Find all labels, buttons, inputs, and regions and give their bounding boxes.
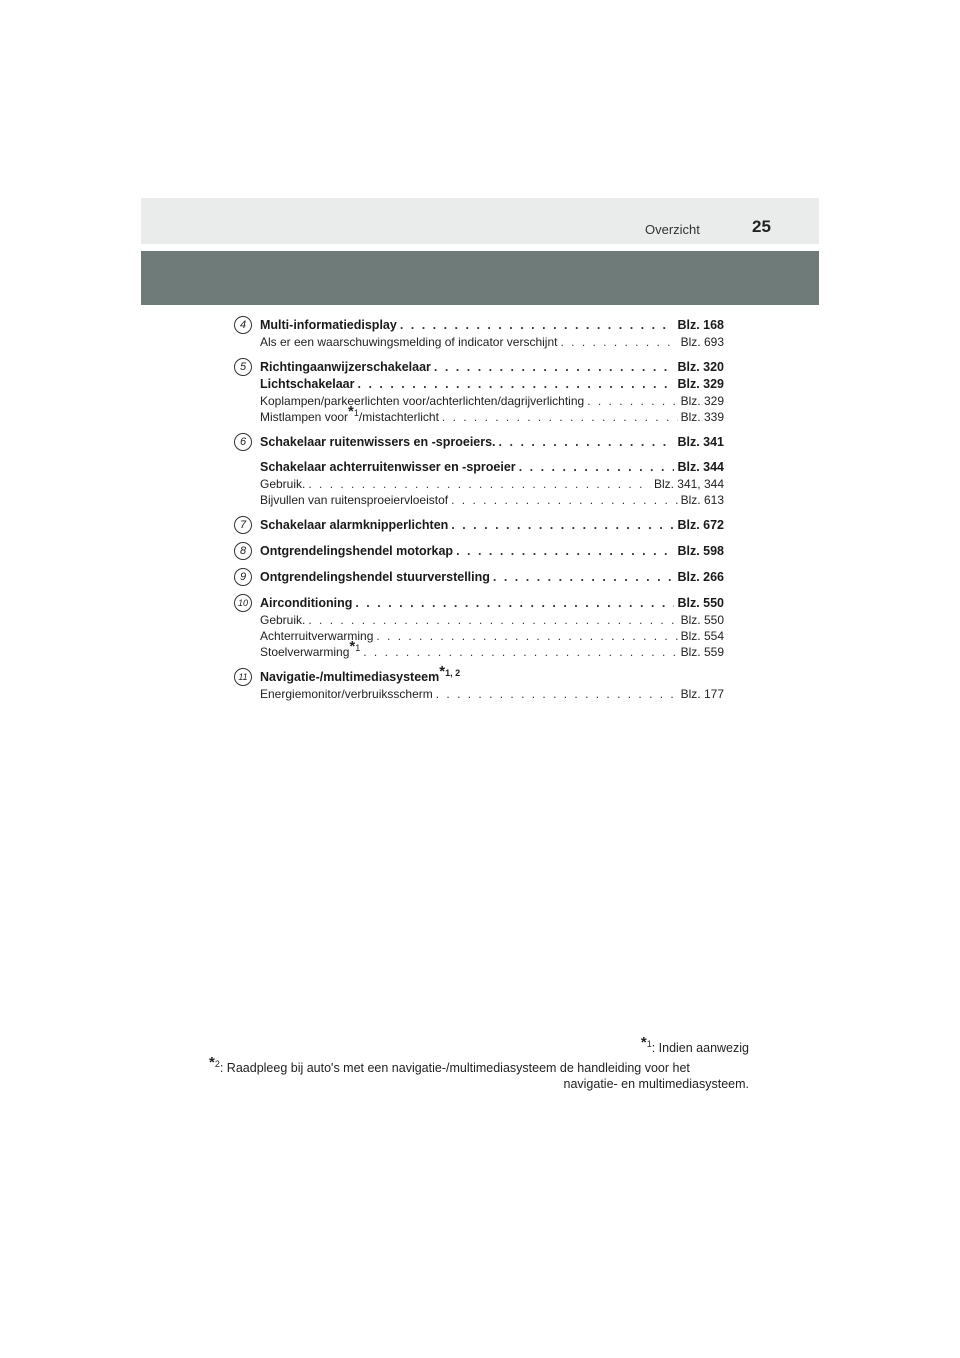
dot-leader bbox=[434, 360, 675, 374]
asterisk-icon: * bbox=[349, 638, 356, 655]
header-band bbox=[141, 198, 819, 244]
dot-leader bbox=[560, 335, 677, 349]
footnote-1 bbox=[209, 1033, 749, 1056]
footnote-reference: 1, 2 bbox=[445, 667, 461, 678]
footnote-text: : Indien aanwezig bbox=[651, 1041, 749, 1055]
toc-item-label: Schakelaar achterruitenwisser en -sproeier bbox=[260, 460, 516, 474]
toc-item-label: Airconditioning bbox=[260, 596, 353, 610]
dot-leader bbox=[493, 570, 675, 584]
toc-item-label: Ontgrendelingshendel motorkap bbox=[260, 544, 454, 558]
toc-item-label-suffix: /mistachterlicht bbox=[358, 410, 439, 424]
toc-subitem-line[interactable] bbox=[260, 477, 724, 493]
circled-number-icon: 9 bbox=[234, 568, 252, 586]
circled-number-icon: 5 bbox=[234, 358, 252, 376]
toc-item-label: Bijvullen van ruitensproeiervloeistof bbox=[260, 493, 449, 507]
table-of-contents bbox=[234, 318, 724, 712]
dot-leader bbox=[442, 410, 678, 424]
dot-leader bbox=[436, 687, 678, 701]
toc-heading-line[interactable] bbox=[260, 570, 724, 587]
dot-leader bbox=[308, 613, 677, 627]
footnotes bbox=[209, 1033, 749, 1092]
toc-item-text bbox=[260, 460, 516, 474]
toc-item-text bbox=[260, 493, 448, 507]
page-reference: Blz. 559 bbox=[680, 645, 724, 659]
footnote-2 bbox=[209, 1053, 749, 1092]
toc-heading-line[interactable] bbox=[260, 377, 724, 394]
asterisk-icon: * bbox=[439, 662, 446, 680]
page-reference: Blz. 341 bbox=[677, 435, 724, 449]
toc-subitem-line[interactable] bbox=[260, 629, 724, 645]
page-reference: Blz. 339 bbox=[680, 410, 724, 424]
circled-number-icon: 7 bbox=[234, 516, 252, 534]
toc-item-label: Als er een waarschuwingsmelding of indicator verschijnt bbox=[260, 335, 558, 349]
toc-item-text bbox=[260, 318, 397, 332]
toc-item-label: Mistlampen voor bbox=[260, 410, 349, 424]
circled-number-icon: 8 bbox=[234, 542, 252, 560]
dot-leader bbox=[519, 460, 675, 474]
page-reference: Blz. 341, 344 bbox=[653, 477, 724, 491]
toc-item-text bbox=[260, 518, 448, 532]
toc-item-label: Energiemonitor/verbruiksscherm bbox=[260, 687, 433, 701]
toc-item-label: Stoelverwarming bbox=[260, 645, 350, 659]
circled-number-icon: 6 bbox=[234, 433, 252, 451]
footnote-reference: 1 bbox=[355, 643, 361, 653]
toc-item-label: Schakelaar alarmknipperlichten bbox=[260, 518, 449, 532]
toc-item-text bbox=[260, 687, 433, 701]
asterisk-icon: * bbox=[348, 403, 354, 420]
toc-item-text bbox=[260, 403, 439, 424]
toc-item-label: Achterruitverwarming bbox=[260, 629, 374, 643]
footnote-text: : Raadpleeg bij auto's met een navigatie-/multimediasysteem de handleiding voor het bbox=[219, 1061, 690, 1075]
page-reference: Blz. 344 bbox=[677, 460, 724, 474]
dot-leader bbox=[363, 645, 677, 659]
dot-leader bbox=[376, 629, 677, 643]
circled-number-icon: 4 bbox=[234, 316, 252, 334]
toc-item-text bbox=[260, 477, 305, 491]
toc-item-label: Ontgrendelingshendel stuurverstelling bbox=[260, 570, 490, 584]
toc-item-text bbox=[260, 377, 355, 391]
toc-subitem-line[interactable] bbox=[260, 493, 724, 509]
dot-leader bbox=[308, 477, 651, 491]
dot-leader bbox=[456, 544, 674, 558]
footnote-reference: 1 bbox=[353, 408, 359, 418]
toc-entry bbox=[234, 570, 724, 587]
page-reference: Blz. 672 bbox=[677, 518, 724, 532]
toc-item-label: Navigatie-/multimediasysteem bbox=[260, 670, 440, 684]
section-banner bbox=[141, 251, 819, 305]
dot-leader bbox=[499, 435, 675, 449]
toc-heading-line[interactable] bbox=[260, 596, 724, 613]
circled-number-icon: 11 bbox=[234, 668, 252, 686]
toc-item-label: Richtingaanwijzerschakelaar bbox=[260, 360, 431, 374]
page-reference: Blz. 177 bbox=[680, 687, 724, 701]
dot-leader bbox=[451, 493, 678, 507]
page-reference: Blz. 598 bbox=[677, 544, 724, 558]
toc-item-label: Schakelaar ruitenwissers en -sproeiers. bbox=[260, 435, 496, 449]
footnote-star-icon: * bbox=[209, 1053, 215, 1071]
toc-item-text bbox=[260, 662, 461, 684]
toc-subitem-line[interactable] bbox=[260, 335, 724, 351]
toc-entry bbox=[234, 544, 724, 561]
page-reference: Blz. 329 bbox=[677, 377, 724, 391]
toc-heading-line[interactable] bbox=[260, 518, 724, 535]
toc-item-text bbox=[260, 596, 352, 610]
dot-leader bbox=[400, 318, 675, 332]
page-reference: Blz. 613 bbox=[680, 493, 724, 507]
toc-subitem-line[interactable] bbox=[260, 403, 724, 426]
toc-item-text bbox=[260, 570, 490, 584]
toc-item-label: Lichtschakelaar bbox=[260, 377, 355, 391]
toc-entry bbox=[234, 596, 724, 661]
toc-item-text bbox=[260, 435, 496, 449]
toc-heading-line[interactable] bbox=[260, 360, 724, 377]
dot-leader bbox=[355, 596, 674, 610]
toc-item-text bbox=[260, 544, 453, 558]
toc-item-text bbox=[260, 638, 361, 659]
toc-heading-line[interactable] bbox=[260, 460, 724, 477]
footnote-star-icon: * bbox=[640, 1033, 647, 1051]
toc-entry bbox=[234, 662, 724, 703]
toc-item-label: Gebruik. bbox=[260, 613, 306, 627]
dot-leader bbox=[358, 377, 675, 391]
toc-item-text bbox=[260, 629, 373, 643]
page-reference: Blz. 320 bbox=[677, 360, 724, 374]
section-title: Overzicht bbox=[645, 222, 700, 237]
toc-subitem-line[interactable] bbox=[260, 613, 724, 629]
page-reference: Blz. 329 bbox=[680, 394, 724, 408]
toc-item-text bbox=[260, 613, 305, 627]
toc-heading-line[interactable] bbox=[260, 318, 724, 335]
toc-item-text bbox=[260, 360, 431, 374]
toc-item-label: Multi-informatiedisplay bbox=[260, 318, 397, 332]
footnote-mark: 1 bbox=[646, 1038, 652, 1049]
toc-entry bbox=[234, 318, 724, 351]
dot-leader bbox=[587, 394, 677, 408]
toc-item-label: Gebruik. bbox=[260, 477, 306, 491]
footnote-mark: 2 bbox=[214, 1058, 220, 1069]
toc-entry bbox=[234, 435, 724, 509]
toc-entry bbox=[234, 360, 724, 426]
page-reference: Blz. 550 bbox=[677, 596, 724, 610]
toc-item-text bbox=[260, 394, 584, 408]
footnote-continuation: navigatie- en multimediasysteem. bbox=[563, 1077, 749, 1091]
page-reference: Blz. 693 bbox=[680, 335, 724, 349]
toc-subitem-line[interactable] bbox=[260, 638, 724, 661]
page-reference: Blz. 168 bbox=[677, 318, 724, 332]
page-reference: Blz. 266 bbox=[677, 570, 724, 584]
toc-heading-line[interactable] bbox=[260, 435, 724, 452]
toc-item-label: Koplampen/parkeerlichten voor/achterlichten/dagrijverlichting bbox=[260, 394, 585, 408]
toc-subitem-line[interactable] bbox=[260, 687, 724, 703]
toc-heading-line[interactable] bbox=[260, 544, 724, 561]
toc-item-text bbox=[260, 335, 557, 349]
page-reference: Blz. 554 bbox=[680, 629, 724, 643]
spacer bbox=[260, 452, 724, 460]
toc-subitem-line[interactable] bbox=[260, 394, 724, 410]
page-reference: Blz. 550 bbox=[680, 613, 724, 627]
toc-heading-line[interactable] bbox=[260, 662, 724, 687]
circled-number-icon: 10 bbox=[234, 594, 252, 612]
page-number: 25 bbox=[752, 217, 771, 236]
dot-leader bbox=[451, 518, 674, 532]
toc-entry bbox=[234, 518, 724, 535]
